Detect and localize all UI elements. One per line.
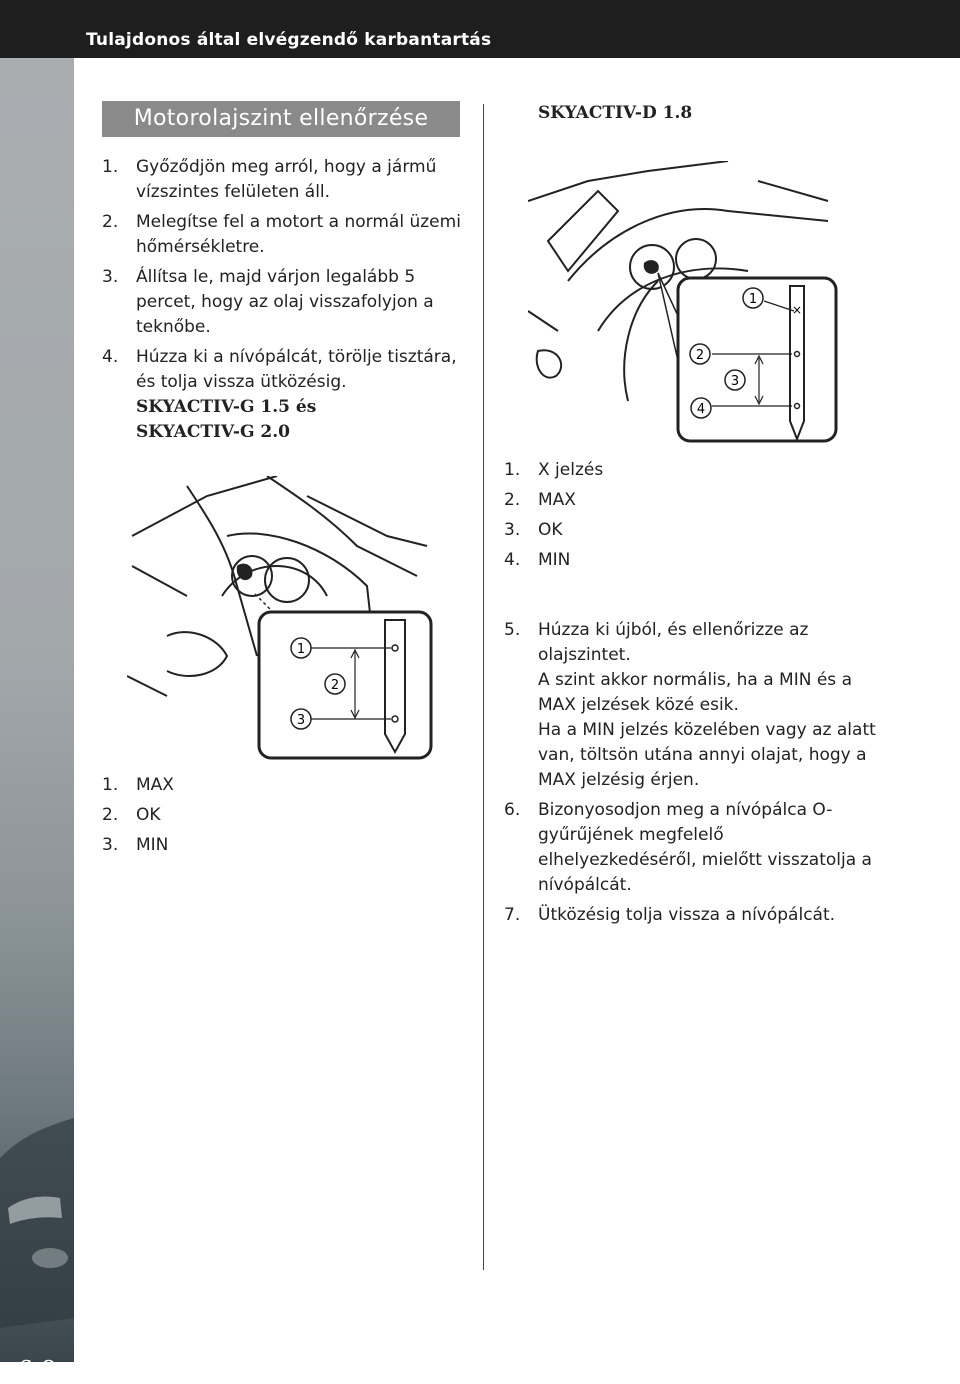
list-item: 1. X jelzés <box>504 460 604 480</box>
list-item: 2. Melegítse fel a motort a normál üzemi hőmérsékletre. <box>102 212 461 257</box>
page-number: 6-8 <box>17 1356 57 1384</box>
subheading-skyactiv-g: SKYACTIV-G 1.5 és SKYACTIV-G 2.0 <box>136 397 317 442</box>
list-item: 2. MAX <box>504 490 576 510</box>
callout-3: 3 <box>296 713 306 728</box>
list-item: 7. Ütközésig tolja vissza a nívópálcát. <box>504 905 836 925</box>
list-item: 3. Állítsa le, majd várjon legalább 5 percet, hogy az olaj visszafolyjon a teknőbe. <box>102 267 434 337</box>
sidebar-decoration <box>0 58 74 1384</box>
list-item: 3. OK <box>504 520 563 540</box>
list-item: 2. OK <box>102 805 161 825</box>
callout-1: 1 <box>296 642 306 657</box>
list-item: 3. MIN <box>102 835 169 855</box>
header-title: Tulajdonos által elvégzendő karbantartás <box>86 30 492 50</box>
right-steps-list <box>504 618 884 933</box>
car-silhouette-icon <box>0 1098 74 1362</box>
legend-skyactiv-d <box>504 455 804 575</box>
page-header <box>0 0 960 58</box>
list-item: 4. MIN <box>504 550 571 570</box>
callout-1: 1 <box>748 292 758 307</box>
list-item: 5. Húzza ki újból, és ellenőrizze az olajszintet. A szint akkor normális, ha a MIN és a MAX jelzések közé esik. Ha a MIN jelzés közelében vagy az alatt van, töltsön utána annyi olajat, hogy a MAX jelzésig érjen. <box>504 620 876 790</box>
dipstick-figure-skyactiv-g <box>127 476 437 761</box>
list-item: 4. Húzza ki a nívópálcát, törölje tisztára, és tolja vissza ütközésig. SKYACTIV-G 1.5 és SKYACTIV-G 2.0 <box>102 345 472 445</box>
callout-2: 2 <box>695 348 705 363</box>
callout-4: 4 <box>696 402 706 417</box>
callout-2: 2 <box>330 678 340 693</box>
list-item: 1. MAX <box>102 775 174 795</box>
subheading-skyactiv-d: SKYACTIV-D 1.8 <box>538 103 693 123</box>
list-item: 1. Győződjön meg arról, hogy a jármű vízszintes felületen áll. <box>102 157 437 202</box>
section-title: Motorolajszint ellenőrzése <box>102 101 460 137</box>
column-divider <box>483 104 484 1270</box>
callout-3: 3 <box>730 374 740 389</box>
list-item: 6. Bizonyosodjon meg a nívópálca O-gyűrűjének megfelelő elhelyezkedéséről, mielőtt visszatolja a nívópálcát. <box>504 800 872 895</box>
left-steps-list <box>102 155 472 450</box>
svg-text:×: × <box>791 303 803 317</box>
legend-skyactiv-g <box>102 770 402 860</box>
dipstick-figure-skyactiv-d <box>528 161 840 445</box>
